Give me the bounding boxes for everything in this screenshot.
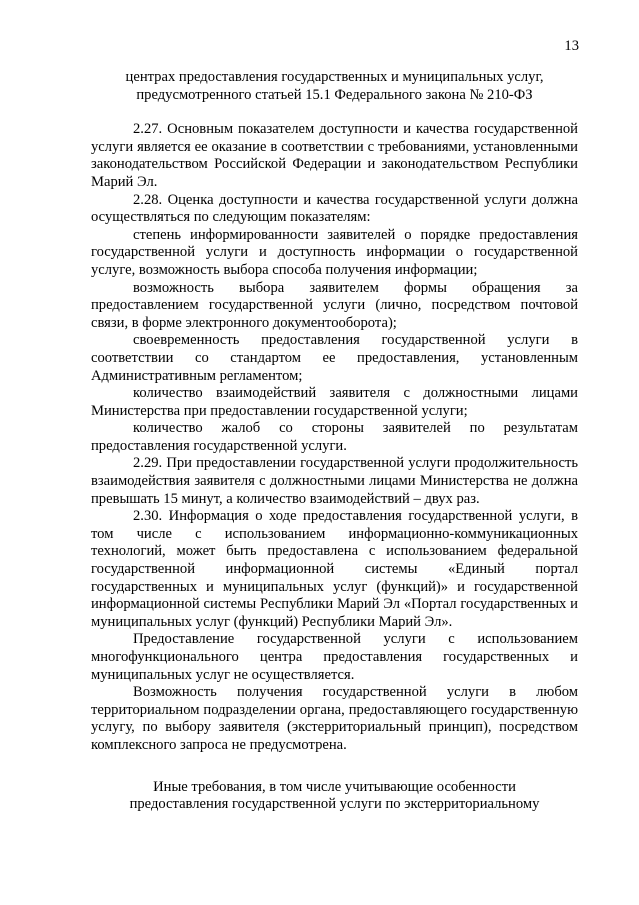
list-item-informedness: степень информированности заявителей о порядке предоставления государственной услуги и доступность информации о государственной услуге, возможность выбора способа получения информации;: [91, 226, 578, 278]
paragraph-extraterritorial: Возможность получения государственной услуги в любом территориальном подразделении органа, предоставляющего государственную услугу, по выбору заявителя (экстерриториальный принцип), посредством комплексного запроса не предусмотрена.: [91, 684, 578, 753]
next-section-heading-line-1: Иные требования, в том числе учитывающие особенности: [153, 778, 516, 795]
spacer: [91, 104, 578, 121]
list-item-interactions: количество взаимодействий заявителя с должностными лицами Министерства при предоставлении государственной услуги;: [91, 385, 578, 419]
list-item-timeliness: своевременность предоставления государственной услуги в соответствии со стандартом ее предоставления, установленным Административным регламентом;: [91, 332, 578, 384]
paragraph-2-29: 2.29. При предоставлении государственной услуги продолжительность взаимодействия заявителя с должностными лицами Министерства не должна превышать 15 минут, а количество взаимодействий – двух раз.: [91, 455, 578, 507]
list-item-complaints: количество жалоб со стороны заявителей по результатам предоставления государственной услуги.: [91, 420, 578, 454]
paragraph-mfc: Предоставление государственной услуги с использованием многофункционального центра предоставления государственных и муниципальных услуг не осуществляется.: [91, 631, 578, 683]
next-section-heading-line-2: предоставления государственной услуги по экстерриториальному: [129, 796, 540, 813]
list-item-choice-of-form: возможность выбора заявителем формы обращения за предоставлением государственной услуги (лично, посредством почтовой связи, в форме электронного документооборота);: [91, 279, 578, 331]
spacer: [91, 755, 578, 779]
document-body: [91, 69, 578, 814]
section-heading-line-2: предусмотренного статьей 15.1 Федерального закона № 210-ФЗ: [136, 86, 533, 103]
page-number: 13: [564, 38, 579, 54]
paragraph-2-27: 2.27. Основным показателем доступности и качества государственной услуги является ее оказание в соответствии с требованиями, установленными законодательством Российской Федерации и законодательством Республики Марий Эл.: [91, 121, 578, 190]
paragraph-2-30: 2.30. Информация о ходе предоставления государственной услуги, в том числе с использованием информационно-коммуникационных технологий, может быть предоставлена с использованием федеральной государственной информационной системы «Единый портал государственных и муниципальных услуг (функций)» и государственной информационной системы Республики Марий Эл «Портал государственных и муниципальных услуг (функций) Республики Марий Эл».: [91, 508, 578, 630]
paragraph-2-28: 2.28. Оценка доступности и качества государственной услуги должна осуществляться по следующим показателям:: [91, 191, 578, 226]
section-heading-line-1: центрах предоставления государственных и муниципальных услуг,: [125, 69, 544, 85]
